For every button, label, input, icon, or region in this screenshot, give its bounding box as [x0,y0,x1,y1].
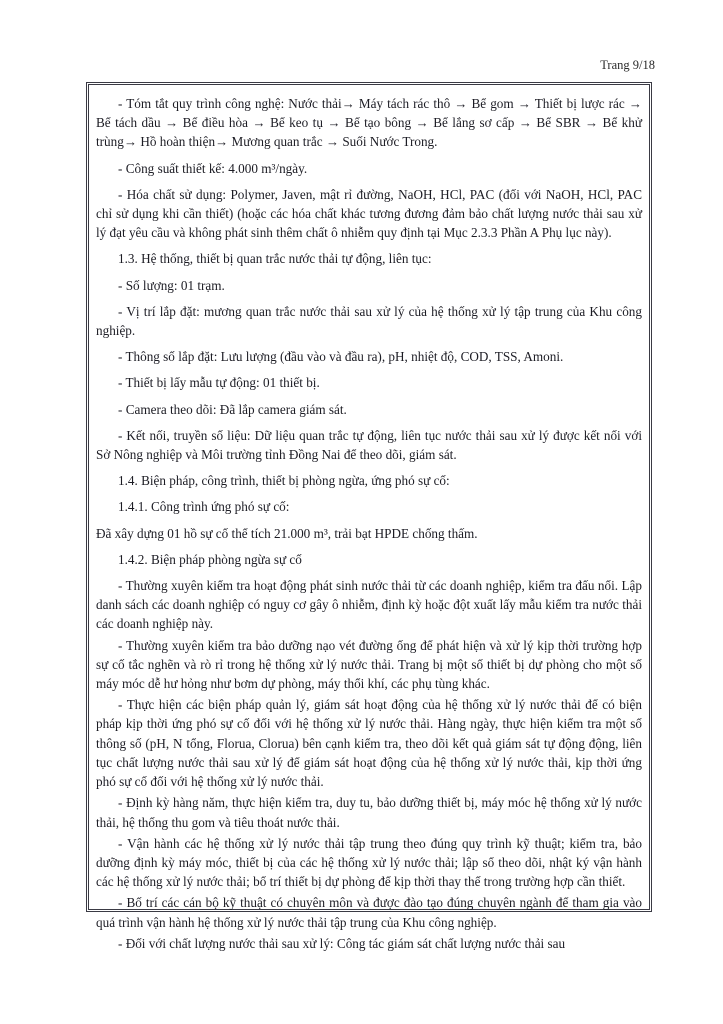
paragraph: - Thông số lắp đặt: Lưu lượng (đầu vào và đầu ra), pH, nhiệt độ, COD, TSS, Amoni. [118,349,564,365]
paragraph: - Vị trí lắp đặt: mương quan trắc nước thải sau xử lý của hệ thống xử lý tập trung của Khu công nghiệp. [96,303,642,339]
paragraph: - Tóm tắt quy trình công nghệ: Nước thải→ Máy tách rác thô → Bể gom → Thiết bị lược rác → Bể tách dầu → Bể điều hòa → Bể keo tụ → Bể tạo bông → Bể lắng sơ cấp → Bể SBR → Bể khử trùng→ Hồ hoàn thiện→ Mương quan trắc → Suối Nước Trong. [96,96,642,150]
paragraph: 1.4.2. Biện pháp phòng ngừa sự cố [118,551,302,567]
paragraph: - Thường xuyên kiểm tra bảo dưỡng nạo vét đường ống để phát hiện và xử lý kịp thời trường hợp sự cố tắc nghẽn và rò rỉ trong hệ thống xử lý nước thải. Trang bị một số thiết bị dự phòng cho một số máy móc dễ hư hỏng như bơm dự phòng, máy thổi khí, các phụ tùng khác. [96,637,642,692]
paragraph: 1.4.1. Công trình ứng phó sự cố: [118,499,290,515]
paragraph: - Vận hành các hệ thống xử lý nước thải tập trung theo đúng quy trình kỹ thuật; kiểm tra, bảo dưỡng định kỳ máy móc, thiết bị của các hệ thống xử lý nước thải; lập sổ theo dõi, nhật ký vận hành các hệ thống xử lý nước thải; bổ trí thiết bị dự phòng để kịp thời thay thế trong trường hợp cần thiết. [96,835,642,890]
page-number: Trang 9/18 [600,58,655,72]
document-body [96,94,642,955]
paragraph: - Thiết bị lấy mẫu tự động: 01 thiết bị. [118,375,320,391]
paragraph: - Thực hiện các biện pháp quản lý, giám sát hoạt động của hệ thống xử lý nước thải để có biện pháp kịp thời ứng phó sự cố đối với hệ thống xử lý nước thải. Hàng ngày, thực hiện kiểm tra một số thông số (pH, N tổng, Florua, Clorua) bên cạnh kiểm tra, theo dõi kết quả giám sát tự động động, liên tục chất lượng nước thải sau xử lý để giám sát hoạt động của hệ thống xử lý nước thải, kịp thời ứng phó sự cố đối với hệ thống xử lý nước thải. [96,697,642,790]
paragraph: - Công suất thiết kế: 4.000 m³/ngày. [118,160,308,176]
paragraph: - Hóa chất sử dụng: Polymer, Javen, mật rỉ đường, NaOH, HCl, PAC (đối với NaOH, HCl, PAC chỉ sử dụng khi cần thiết) (hoặc các hóa chất khác tương đương đảm bảo chất lượng nước thải sau xử lý đạt yêu cầu và không phát sinh thêm chất ô nhiễm quy định tại Mục 2.3.3 Phần A Phụ lục này). [96,186,642,241]
paragraph: - Số lượng: 01 trạm. [118,277,225,293]
paragraph: - Định kỳ hàng năm, thực hiện kiểm tra, duy tu, bảo dưỡng thiết bị, máy móc hệ thống xử lý nước thải, hệ thống thu gom và tiêu thoát nước thải. [96,795,642,830]
paragraph: - Thường xuyên kiểm tra hoạt động phát sinh nước thải từ các doanh nghiệp, kiểm tra đấu nối. Lập danh sách các doanh nghiệp có nguy cơ gây ô nhiễm, định kỳ hoặc đột xuất lấy mẫu kiểm tra nước thải các doanh nghiệp này. [96,578,642,632]
paragraph: - Kết nối, truyền số liệu: Dữ liệu quan trắc tự động, liên tục nước thải sau xử lý được kết nối với Sở Nông nghiệp và Môi trường tỉnh Đồng Nai để theo dõi, giám sát. [96,427,642,463]
paragraph: - Camera theo dõi: Đã lắp camera giám sát. [118,401,347,417]
paragraph: - Bố trí các cán bộ kỹ thuật có chuyên môn và được đào tạo đúng chuyên ngành để tham gia vào quá trình vận hành hệ thống xử lý nước thải tập trung của Khu công nghiệp. [96,895,642,930]
paragraph: Đã xây dựng 01 hồ sự cố thể tích 21.000 m³, trải bạt HPDE chống thấm. [96,525,478,541]
paragraph: 1.4. Biện pháp, công trình, thiết bị phòng ngừa, ứng phó sự cố: [118,473,450,489]
paragraph: 1.3. Hệ thống, thiết bị quan trắc nước thải tự động, liên tục: [118,251,432,267]
paragraph: - Đối với chất lượng nước thải sau xử lý: Công tác giám sát chất lượng nước thải sau [118,935,566,951]
